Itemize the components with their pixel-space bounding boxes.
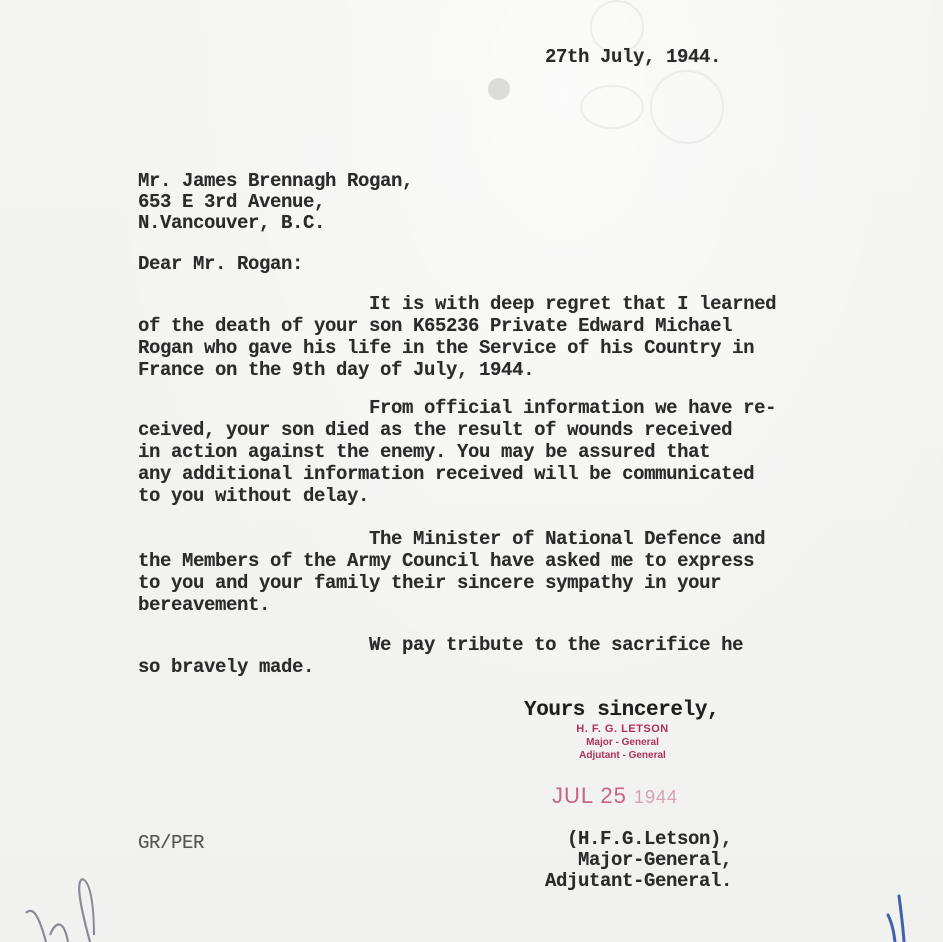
- blue-pencil-mark-icon: [880, 893, 920, 942]
- paragraph-line: ceived, your son died as the result of wounds received: [138, 419, 733, 441]
- signatory-rank: Major-General,: [577, 849, 732, 871]
- recipient-name: Mr. James Brennagh Rogan,: [138, 170, 414, 192]
- background-watermark: [650, 70, 724, 144]
- paragraph-information: [138, 397, 776, 507]
- paragraph-line: in action against the enemy. You may be assured that: [138, 441, 711, 463]
- paragraph-line: to you and your family their sincere sympathy in your: [138, 572, 722, 594]
- recipient-street: 653 E 3rd Avenue,: [138, 191, 326, 213]
- paragraph-line: to you without delay.: [138, 485, 370, 507]
- paragraph-line: We pay tribute to the sacrifice he: [138, 634, 744, 656]
- stamp-name: H. F. G. LETSON: [576, 723, 669, 735]
- stamp-year: 1944: [634, 787, 679, 807]
- paragraph-line: It is with deep regret that I learned: [138, 293, 777, 315]
- recipient-address: [138, 171, 413, 234]
- paragraph-line: of the death of your son K65236 Private Edward Michael: [138, 315, 733, 337]
- paragraph-line: the Members of the Army Council have asked me to express: [138, 550, 755, 572]
- stamp-month-day: JUL 25: [552, 783, 635, 808]
- paragraph-line: Rogan who gave his life in the Service of his Country in: [138, 337, 755, 359]
- received-date-stamp: [552, 783, 678, 809]
- signature-stamp: [555, 723, 690, 762]
- paragraph-line: bereavement.: [138, 594, 271, 616]
- signature-block: [510, 829, 732, 892]
- stamp-rank: Major - General: [586, 737, 659, 748]
- paragraph-line: any additional information received will be communicated: [138, 463, 755, 485]
- letter-date: 27th July, 1944.: [545, 46, 722, 68]
- reference-initials: GR/PER: [138, 832, 205, 854]
- signatory-title: Adjutant-General.: [544, 870, 732, 892]
- recipient-city: N.Vancouver, B.C.: [138, 212, 326, 234]
- paragraph-line: France on the 9th day of July, 1944.: [138, 359, 535, 381]
- handwritten-initials-icon: [20, 875, 110, 942]
- paragraph-line: From official information we have re-: [138, 397, 777, 419]
- signatory-name: (H.F.G.Letson),: [566, 828, 732, 850]
- ink-smudge: [488, 78, 510, 100]
- paragraph-regret: [138, 293, 776, 381]
- paragraph-tribute: [138, 634, 743, 678]
- paragraph-line: so bravely made.: [138, 656, 315, 678]
- paragraph-line: The Minister of National Defence and: [138, 528, 766, 550]
- paragraph-sympathy: [138, 528, 765, 616]
- closing: Yours sincerely,: [524, 699, 720, 722]
- salutation: Dear Mr. Rogan:: [138, 253, 304, 275]
- background-watermark: [580, 85, 644, 129]
- stamp-title: Adjutant - General: [579, 750, 666, 761]
